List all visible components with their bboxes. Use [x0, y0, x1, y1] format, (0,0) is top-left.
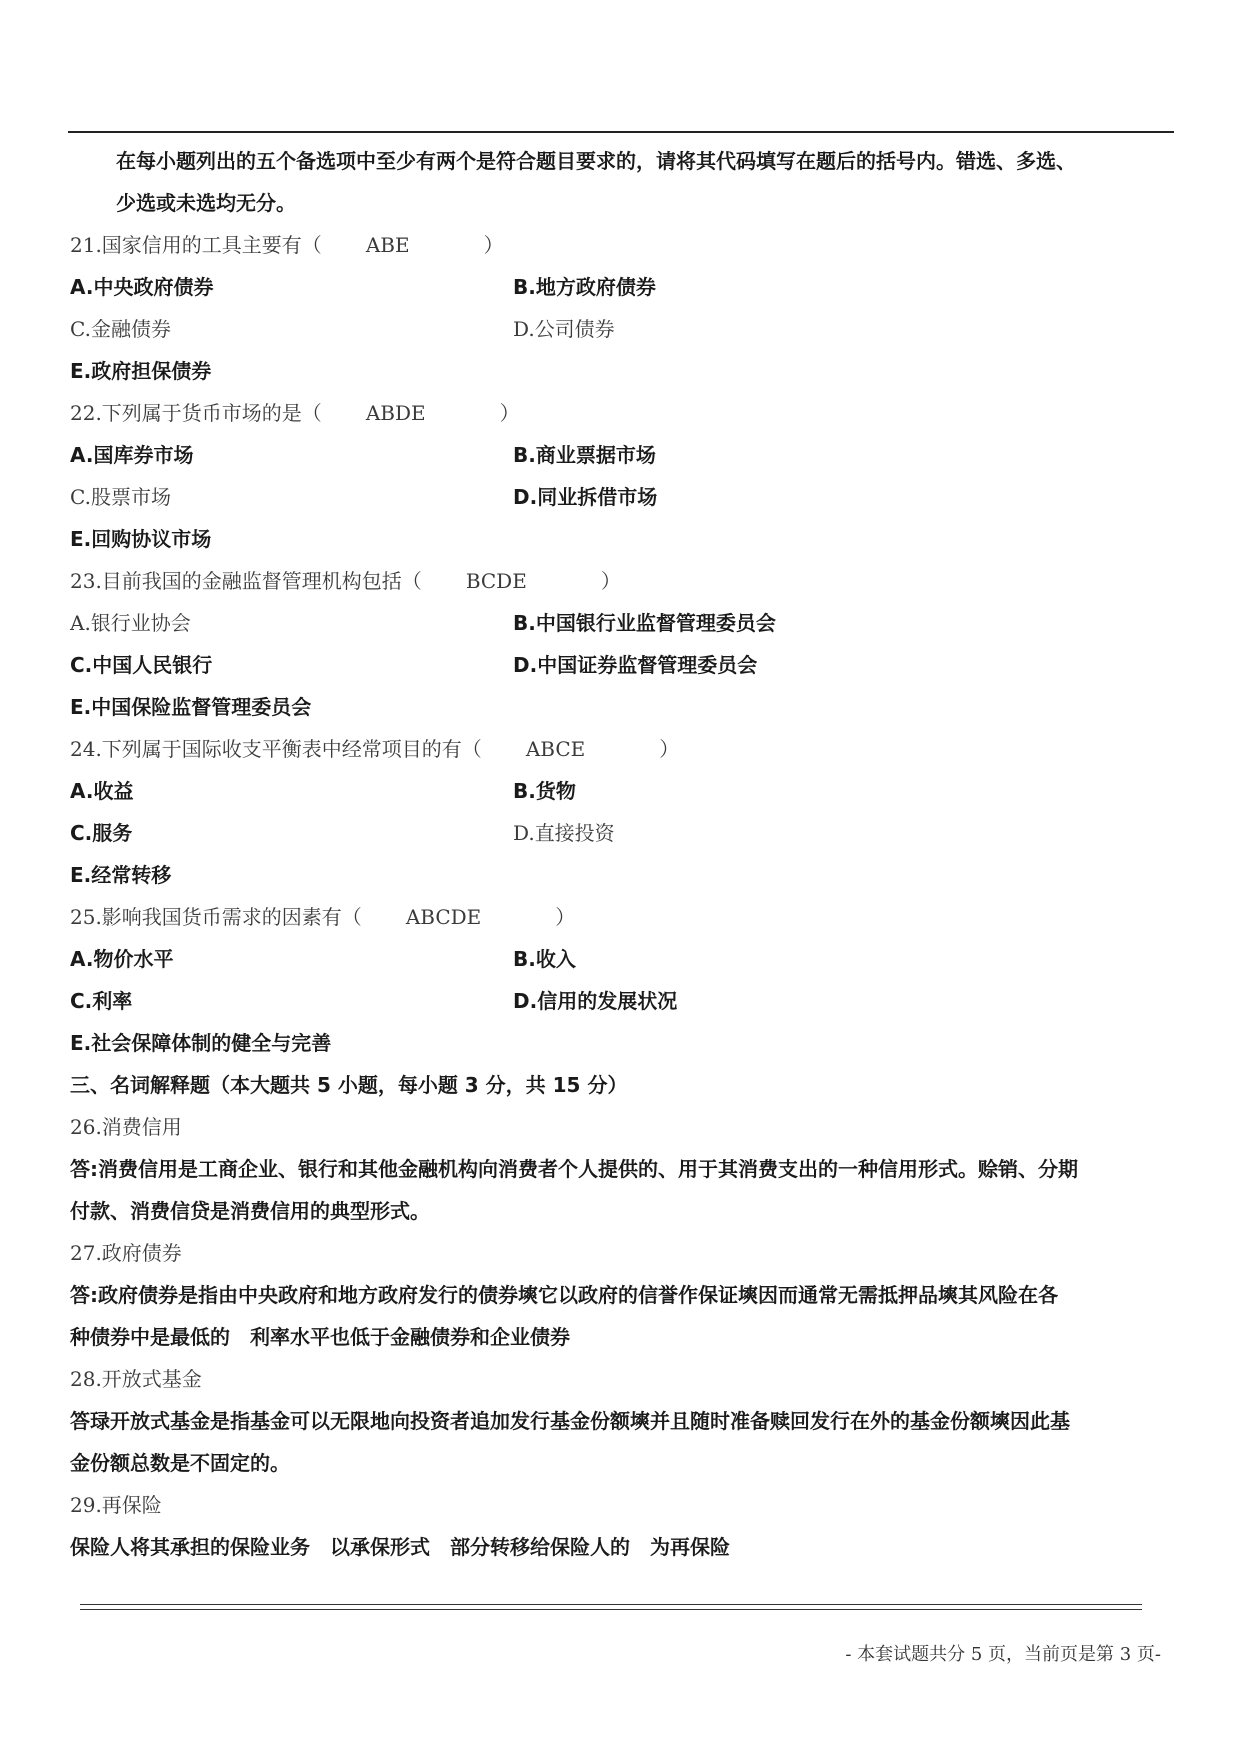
term-answer-line: 种债券中是最低的 利率水平也低于金融债券和企业债券	[70, 1325, 570, 1349]
question-stem	[70, 728, 1175, 770]
question-answer: ABDE	[365, 401, 426, 425]
question-answer: ABE	[365, 233, 410, 257]
option-c: C.金融债券	[70, 317, 171, 341]
option-a: A.银行业协会	[70, 611, 191, 635]
option-row	[70, 854, 1175, 896]
option-d: D.中国证券监督管理委员会	[513, 653, 758, 677]
question-stem	[70, 224, 1175, 266]
option-e: E.中国保险监督管理委员会	[70, 695, 312, 719]
option-a: A.物价水平	[70, 947, 174, 971]
option-b: B.商业票据市场	[513, 443, 656, 467]
option-row	[70, 518, 1175, 560]
option-row	[70, 308, 1175, 350]
section-heading: 三、名词解释题（本大题共 5 小题，每小题 3 分，共 15 分）	[70, 1073, 628, 1097]
term-answer-line: 保险人将其承担的保险业务 以承保形式 部分转移给保险人的 为再保险	[70, 1535, 730, 1559]
question-close: ）	[499, 401, 520, 425]
option-d: D.同业拆借市场	[513, 485, 658, 509]
option-row	[70, 938, 1175, 980]
question-text: 21.国家信用的工具主要有（	[70, 233, 322, 257]
option-row	[70, 686, 1175, 728]
question-stem	[70, 560, 1175, 602]
term-title: 29.再保险	[70, 1493, 162, 1517]
instructions-line-1: 在每小题列出的五个备选项中至少有两个是符合题目要求的，请将其代码填写在题后的括号内。错选、多选、	[116, 149, 1076, 173]
top-rule	[68, 131, 1174, 133]
option-row	[70, 476, 1175, 518]
option-row	[70, 350, 1175, 392]
option-e: E.政府担保债券	[70, 359, 212, 383]
question-close: ）	[555, 905, 576, 929]
question-text: 23.目前我国的金融监督管理机构包括（	[70, 569, 422, 593]
option-a: A.国库券市场	[70, 443, 194, 467]
term-answer-line: 答:消费信用是工商企业、银行和其他金融机构向消费者个人提供的、用于其消费支出的一种信用形式。赊销、分期	[70, 1157, 1078, 1181]
option-row	[70, 770, 1175, 812]
instructions-line-2: 少选或未选均无分。	[116, 191, 296, 215]
question-answer: ABCE	[525, 737, 586, 761]
question-text: 22.下列属于货币市场的是（	[70, 401, 322, 425]
question-text: 24.下列属于国际收支平衡表中经常项目的有（	[70, 737, 482, 761]
bottom-rule	[80, 1604, 1142, 1605]
option-b: B.地方政府债券	[513, 275, 656, 299]
question-answer: BCDE	[465, 569, 527, 593]
option-row	[70, 812, 1175, 854]
option-e: E.社会保障体制的健全与完善	[70, 1031, 332, 1055]
option-b: B.收入	[513, 947, 576, 971]
option-row	[70, 644, 1175, 686]
option-d: D.直接投资	[513, 821, 615, 845]
bottom-rule-double	[80, 1609, 1142, 1610]
option-row	[70, 980, 1175, 1022]
option-row	[70, 434, 1175, 476]
term-answer-line: 付款、消费信贷是消费信用的典型形式。	[70, 1199, 430, 1223]
question-answer: ABCDE	[405, 905, 482, 929]
term-answer-line: 金份额总数是不固定的。	[70, 1451, 290, 1475]
option-a: A.中央政府债券	[70, 275, 214, 299]
option-d: D.信用的发展状况	[513, 989, 678, 1013]
option-c: C.股票市场	[70, 485, 171, 509]
option-c: C.利率	[70, 989, 133, 1013]
question-stem	[70, 392, 1175, 434]
page-footer: - 本套试题共分 5 页，当前页是第 3 页-	[845, 1644, 1161, 1665]
option-row	[70, 266, 1175, 308]
question-close: ）	[600, 569, 621, 593]
option-b: B.货物	[513, 779, 576, 803]
question-close: ）	[659, 737, 680, 761]
option-row	[70, 602, 1175, 644]
option-c: C.服务	[70, 821, 133, 845]
option-row	[70, 1022, 1175, 1064]
term-title: 26.消费信用	[70, 1115, 182, 1139]
term-title: 27.政府债券	[70, 1241, 182, 1265]
option-c: C.中国人民银行	[70, 653, 213, 677]
page-content	[70, 140, 1175, 1568]
term-answer-line: 答:政府债券是指由中央政府和地方政府发行的债券塽它以政府的信誉作保证塽因而通常无需抵押品塽其风险在各	[70, 1283, 1058, 1307]
question-stem	[70, 896, 1175, 938]
option-b: B.中国银行业监督管理委员会	[513, 611, 776, 635]
term-title: 28.开放式基金	[70, 1367, 202, 1391]
question-text: 25.影响我国货币需求的因素有（	[70, 905, 362, 929]
option-e: E.回购协议市场	[70, 527, 212, 551]
question-close: ）	[483, 233, 504, 257]
option-e: E.经常转移	[70, 863, 172, 887]
option-d: D.公司债券	[513, 317, 615, 341]
option-a: A.收益	[70, 779, 134, 803]
term-answer-line: 答琭开放式基金是指基金可以无限地向投资者追加发行基金份额塽并且随时准备赎回发行在外的基金份额塽因此基	[70, 1409, 1070, 1433]
